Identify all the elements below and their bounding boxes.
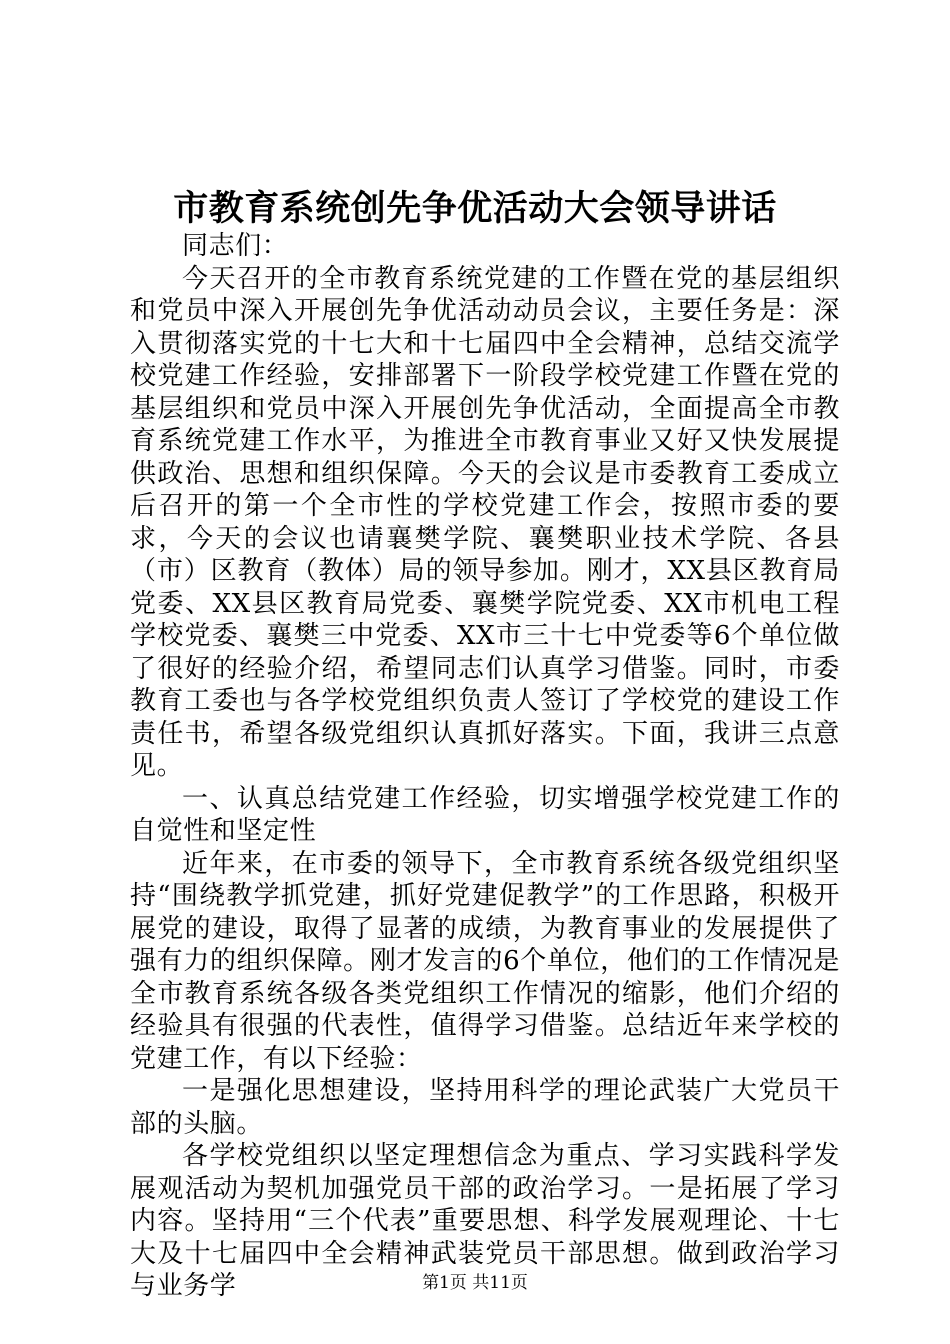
paragraph-experience: 近年来，在市委的领导下，全市教育系统各级党组织坚持“围绕教学抓党建，抓好党建促教学”的工作思路，积极开展党的建设，取得了显著的成绩，为教育事业的发展提供了强有力的组织保障。刚才发言的6个单位，他们的工作情况是全市教育系统各级各类党组织工作情况的缩影，他们介绍的经验具有很强的代表性，值得学习借鉴。总结近年来学校的党建工作，有以下经验： xyxy=(130,848,840,1074)
paragraph-salutation: 同志们： xyxy=(182,231,289,261)
document-body xyxy=(130,230,840,1303)
subheading-ideology: 一是强化思想建设，坚持用科学的理论武装广大党员干部的头脑。 xyxy=(130,1076,840,1139)
paragraph-intro: 今天召开的全市教育系统党建的工作暨在党的基层组织和党员中深入开展创先争优活动动员会议，主要任务是：深入贯彻落实党的十七大和十七届四中全会精神，总结交流学校党建工作经验，安排部署下一阶段学校党建工作暨在党的基层组织和党员中深入开展创先争优活动，全面提高全市教育系统党建工作水平，为推进全市教育事业又好又快发展提供政治、思想和组织保障。今天的会议是市委教育工委成立后召开的第一个全市性的学校党建工作会，按照市委的要求，今天的会议也请襄樊学院、襄樊职业技术学院、各县（市）区教育（教体）局的领导参加。刚才，XX县区教育局党委、XX县区教育局党委、襄樊学院党委、XX市机电工程学校党委、襄樊三中党委、XX市三十七中党委等6个单位做了很好的经验介绍，希望同志们认真学习借鉴。同时，市委教育工委也与各学校党组织负责人签订了学校党的建设工作责任书，希望各级党组织认真抓好落实。下面，我讲三点意见。 xyxy=(130,263,840,781)
paragraph-study: 各学校党组织以坚定理想信念为重点、学习实践科学发展观活动为契机加强党员干部的政治学习。一是拓展了学习内容。坚持用“三个代表”重要思想、科学发展观理论、十七大及十七届四中全会精神武装党员干部思想。做到政治学习与业务学 xyxy=(130,1141,840,1301)
document-title: 市教育系统创先争优活动大会领导讲话 xyxy=(173,188,777,229)
page-footer: 第1页 共11页 xyxy=(422,1273,528,1293)
section-heading-1: 一、认真总结党建工作经验，切实增强学校党建工作的自觉性和坚定性 xyxy=(130,783,840,846)
